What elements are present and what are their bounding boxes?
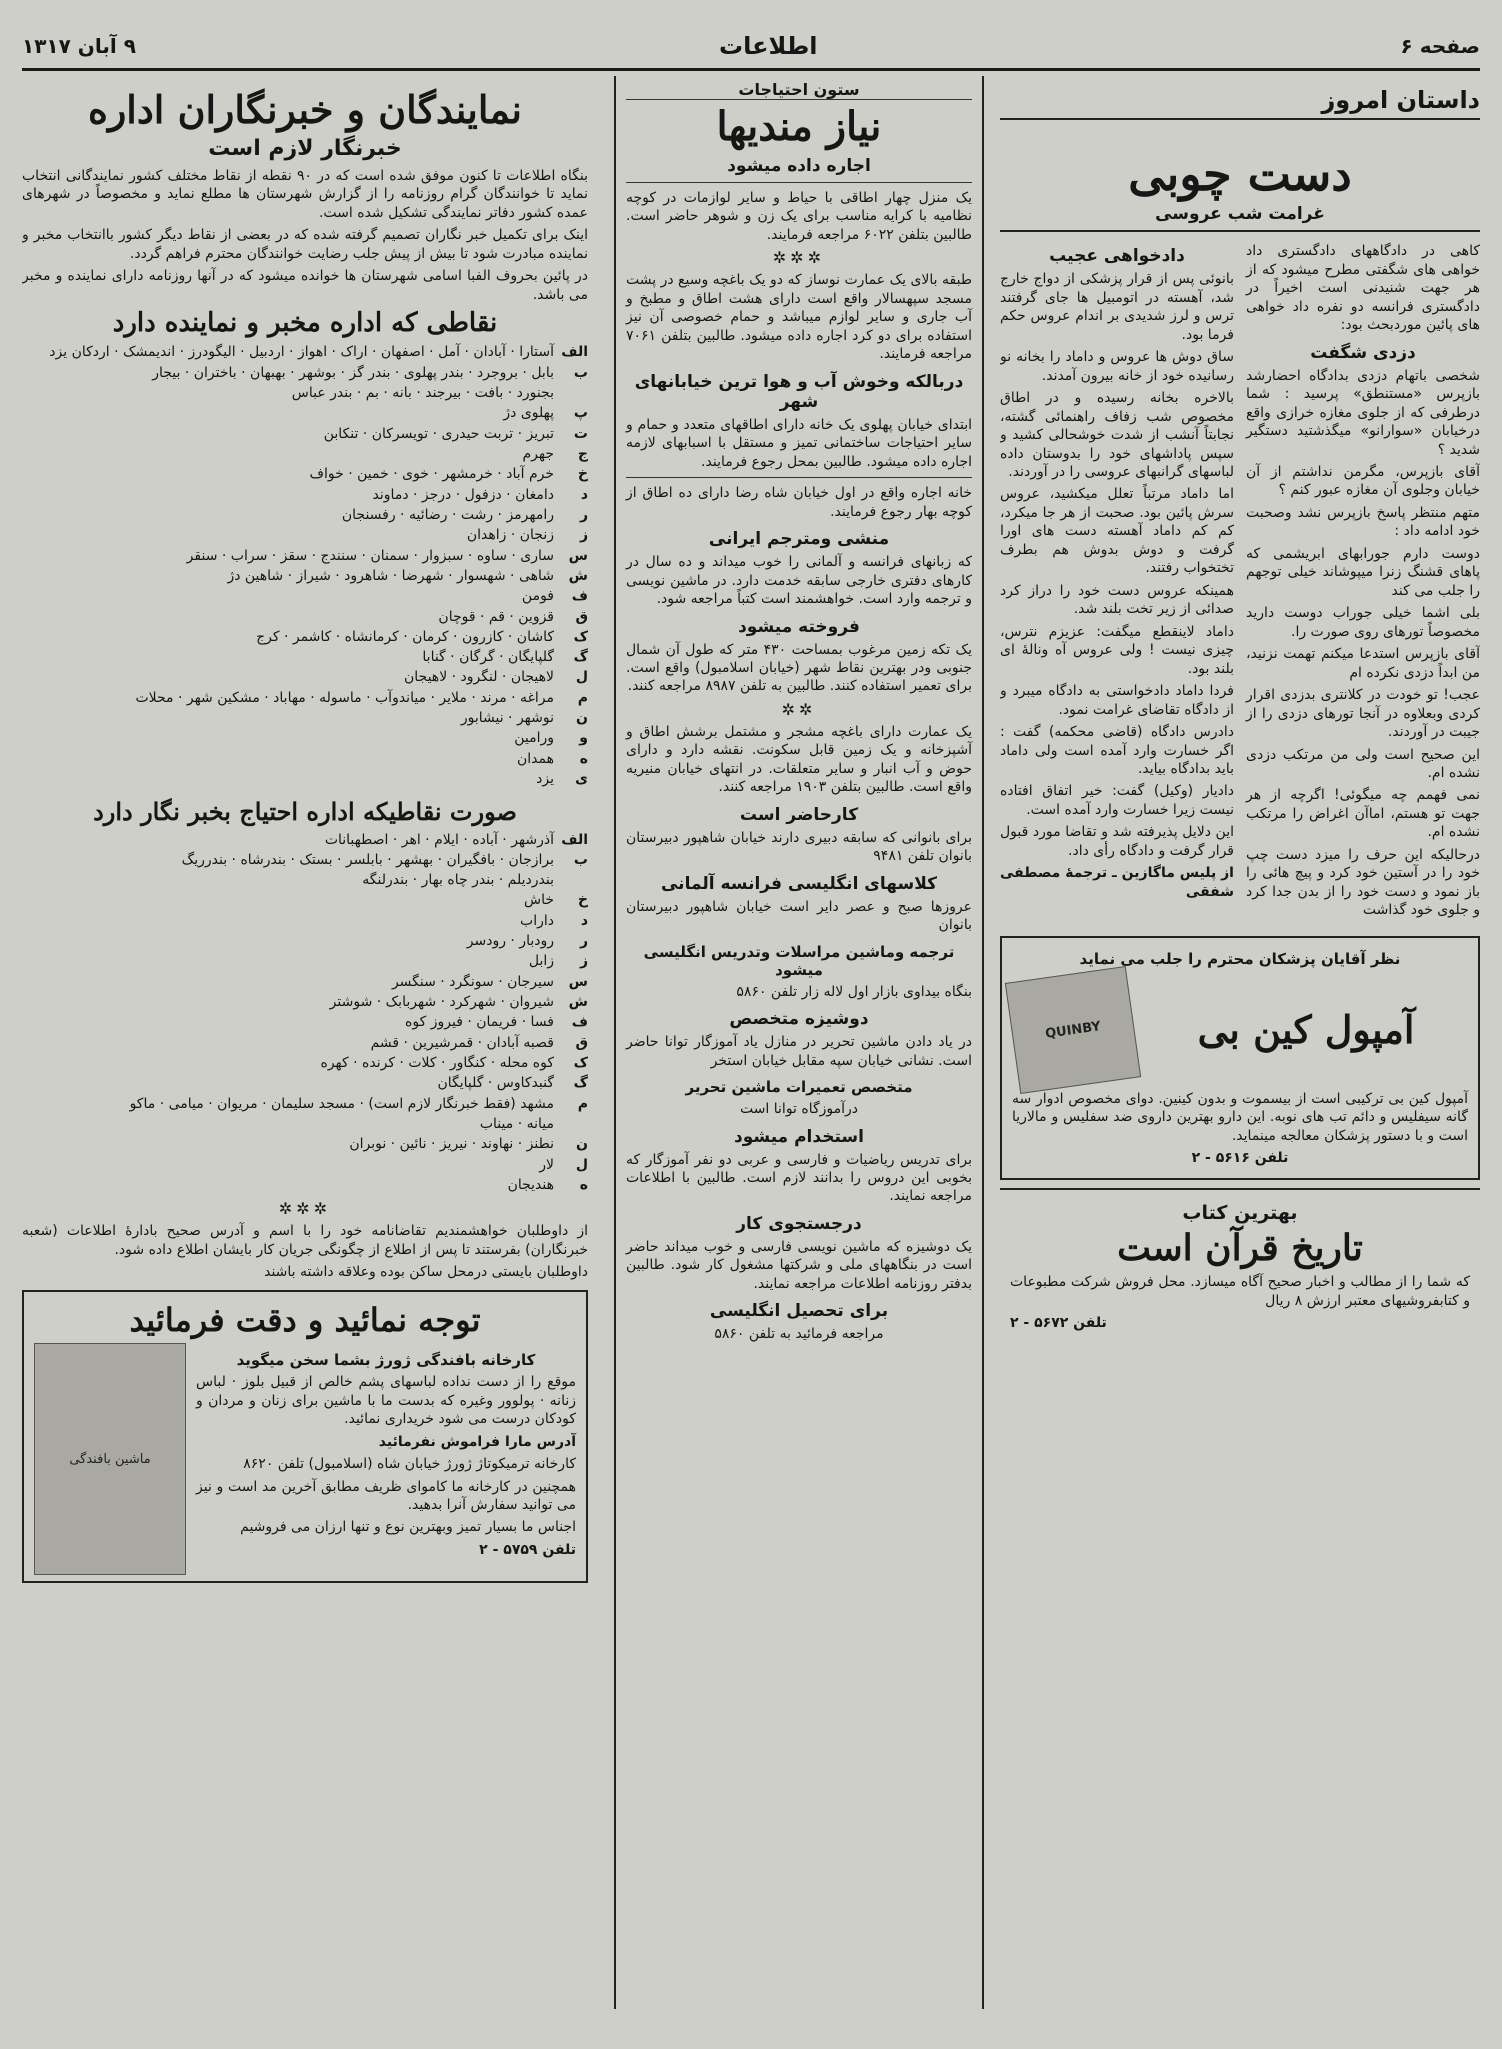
- city-list-row: [22, 628, 588, 647]
- city-names: لار: [539, 1156, 554, 1173]
- classified-ad: یک دوشیزه که ماشین نویسی فارسی و خوب میداند حاضر است در بنگاههای ملی و شرکتها مشغول کار شود. طالبین بدفتر روزنامه اطلاعات مراجعه نمایند.: [626, 1238, 972, 1292]
- classified-heading: برای تحصیل انگلیسی: [709, 1301, 889, 1322]
- letter-label: ر: [579, 506, 588, 523]
- letter-label: ز: [579, 527, 588, 544]
- separator-stars: ✲✲✲: [278, 1199, 332, 1219]
- letter-label: ک: [573, 1054, 588, 1071]
- city-list-row: [22, 425, 588, 444]
- city-list-row: [22, 486, 588, 505]
- city-list-row: [22, 831, 588, 850]
- city-names: هندیجان: [507, 1176, 554, 1193]
- city-names: بابل · بروجرد · بندر پهلوی · بندر گز · بوشهر · بهبهان · باختران · بیجار: [152, 364, 554, 381]
- story-paragraph: عجب! تو خودت در کلانتری بدزدی اقرار کردی وبعلاوه در آنجا تورهای دزدی را از جیبت در آوردند.: [1246, 687, 1480, 741]
- city-list-row: [22, 851, 588, 870]
- paper-name: اطلاعات: [718, 32, 818, 60]
- classified-heading: دوشیزه متخصص: [729, 1009, 869, 1030]
- ampoule-phone: تلفن ۵۶۱۶ - ۲: [1191, 1150, 1289, 1167]
- classified-heading: منشی ومترجم ایرانی: [708, 529, 890, 550]
- classified-ad: خانه اجاره واقع در اول خیابان شاه رضا دارای ده اطاق از کوچه بهار رجوع فرمایند.: [626, 485, 972, 520]
- story-paragraph: این دلایل پذیرفته شد و تقاضا مورد قبول قرار گرفت و دادگاه رأی داد.: [1000, 824, 1234, 859]
- rent-heading: اجاره داده میشود: [727, 156, 871, 176]
- classified-heading: کارحاضر است: [739, 804, 859, 825]
- city-list-row: [22, 364, 588, 383]
- letter-label: ز: [579, 953, 588, 970]
- city-list-row: [22, 445, 588, 464]
- city-list-row: [22, 912, 588, 931]
- city-list-row: [22, 689, 588, 708]
- letter-label: الف: [561, 344, 588, 361]
- letter-label: ش: [568, 567, 588, 584]
- city-names: لاهیجان · لنگرود · لاهیجان: [404, 669, 554, 686]
- intro-paragraph: اینک برای تکمیل خبر نگاران تصمیم گرفته شده که در بعضی از نقاط دیگر کشور باانتخاب مخبر و نماینده مبادرت شود تا بیش از پیش جلب رضایت خوانندگان محترم فراهم گردد.: [22, 227, 588, 262]
- city-list-row: [22, 608, 588, 627]
- city-names: فسا · فریمان · فیروز کوه: [405, 1014, 554, 1031]
- city-names: قصبه آبادان · قمرشیرین · قشم: [370, 1034, 554, 1051]
- city-list-row: [22, 729, 588, 748]
- knitting-ad-text: همچنین در کارخانه ما کاموای ظریف مطابق آخرین مد است و نیز می توانید سفارش آنرا بدهید.: [196, 1478, 576, 1513]
- ampoule-ad: [1000, 936, 1480, 1180]
- story-paragraph: آقای بازپرس، مگرمن نداشتم از آن خیابان وجلوی آن مغازه عبور کنم ؟: [1246, 463, 1480, 499]
- classified-ad: یک تکه زمین مرغوب بمساحت ۴۳۰ متر که طول آن شمال جنوبی ودر بهترین نقاط شهر (خیابان اسلامبول) واقع است. برای تعمیر استفاده کنند. طالبین به تلفن ۸۹۸۷ مراجعه کنند.: [626, 641, 972, 695]
- classified-ad: یک منزل چهار اطاقی با حیاط و سایر لوازمات در کوچه نظامیه با کرایه مناسب برای یک زن و شوهر حاضر است. طالبین بتلفن ۶۰۲۲ مراجعه فرمایند.: [626, 190, 972, 243]
- letter-label: ل: [575, 1156, 588, 1173]
- cities-needing-correspondents: [22, 831, 588, 1196]
- letter-label: ک: [573, 628, 588, 645]
- page-number: صفحه ۶: [1400, 34, 1480, 58]
- city-list-row: [22, 1054, 588, 1073]
- classified-heading: کلاسهای انگلیسی فرانسه آلمانی: [660, 873, 938, 894]
- city-names: فومن: [521, 588, 554, 605]
- knitting-ad-phone: تلفن ۵۷۵۹ - ۲: [479, 1541, 576, 1558]
- classified-ad: برای بانوانی که سابقه دبیری دارند خیابان شاهپور دبیرستان بانوان تلفن ۹۴۸۱: [626, 829, 972, 865]
- story-title: دست چوبی: [1128, 147, 1352, 201]
- story-paragraph: بانوئی پس از قرار پزشکی از دواج خارج شد، آهسته در اتومبیل ها جای گرفتند ترس و لرز شدیدی بر اندام عروس حکم فرما بود.: [1000, 271, 1234, 343]
- city-list-row: [22, 668, 588, 687]
- classified-ad: مراجعه فرمائید به تلفن ۵۸۶۰: [714, 1326, 884, 1343]
- letter-label: ه: [579, 750, 588, 767]
- letter-label: ق: [575, 608, 588, 625]
- letter-label: س: [568, 973, 588, 990]
- knitting-ad-text: موقع را از دست نداده لباسهای پشم خالص از قبیل بلوز · لباس زنانه · پولوور وغیره که بدست ما با ماشین برای زنان و مردان و کودکان درست می شود خریداری نمائید.: [196, 1374, 576, 1428]
- outro-paragraph: داوطلبان بایستی درمحل ساکن بوده وعلاقه داشته باشند: [264, 1264, 588, 1281]
- story-paragraph: دادرس دادگاه (قاضی محکمه) گفت : اگر خسارت وارد آمده است ولی داماد باید بدادگاه بیاید.: [1000, 724, 1234, 778]
- city-list-row: [22, 465, 588, 484]
- ampoule-title: آمپول کین بی: [1197, 1006, 1415, 1052]
- theft-heading: دزدی شگفت: [1310, 342, 1416, 363]
- city-names: قزوین · قم · قوچان: [438, 608, 554, 625]
- city-names: ورامین: [514, 730, 554, 747]
- classified-ad: درآموزگاه توانا است: [739, 1101, 859, 1118]
- letter-label: ن: [576, 710, 588, 727]
- city-names: دامغان · دزفول · درجز · دماوند: [372, 486, 554, 503]
- city-names: گلپایگان · گرگان · گنابا: [422, 649, 554, 666]
- story-paragraph: دوست دارم جورابهای ابریشمی که پاهای قشنگ زنرا میپوشاند خیلی توجهم را جلب می کند: [1246, 545, 1480, 599]
- classified-ad: طبقه بالای یک عمارت نوساز که دو یک باغچه وسیع در پشت مسجد سپهسالار واقع است دارای هشت اطاق و مطبخ و آب جاری و سایر لوازم میباشد و حمام خصوصی آن نیز استفاده برای دو کرد اجاره داده میشود. طالبین بتلفن ۷۰۶۱ مراجعه فرمایند.: [626, 272, 972, 363]
- letter-label: د: [580, 912, 588, 929]
- city-list-row: [22, 526, 588, 545]
- separator-stars: ✲✲✲: [772, 248, 826, 268]
- classifieds-title: نیاز مندیها: [716, 103, 882, 150]
- letter-label: ش: [568, 994, 588, 1011]
- story-sub-heading: دادخواهی عجیب: [1049, 246, 1185, 267]
- story-paragraph: بلی اشما خیلی جوراب دوست دارید مخصوصاً تورهای روی صورت را.: [1246, 605, 1480, 640]
- story-paragraph: کاهی در دادگاههای دادگستری داد خواهی های شگفتی مطرح میشود که از هر جهت شنیدنی است اخیراً در دادگستری فرانسه دو نفره داد خواهی های پائین موردبحث بود:: [1246, 243, 1480, 334]
- city-list-row: [22, 1135, 588, 1154]
- classified-ad: برای تدریس ریاضیات و فارسی و عربی دو نفر آموزگار که بخوبی این دروس را بدانند لازم است. طالبین با اطلاعات مراجعه نمایند.: [626, 1151, 972, 1205]
- city-names: پهلوی دژ: [503, 405, 554, 422]
- city-list-row: [22, 648, 588, 667]
- classifieds-column: [614, 76, 984, 2009]
- story-col-a: [1246, 238, 1480, 923]
- city-list-row: [22, 1074, 588, 1093]
- knitting-ad-sub: کارخانه بافندگی ژورژ بشما سخن میگوید: [236, 1351, 536, 1370]
- classified-ad: بنگاه بیداوی بازار اول لاله زار تلفن ۵۸۶۰: [736, 983, 972, 1000]
- book-phone: تلفن ۵۶۷۲ - ۲: [1010, 1315, 1107, 1332]
- city-names: زنجان · زاهدان: [466, 527, 554, 544]
- city-list-row: [22, 1034, 588, 1053]
- letter-label: م: [577, 1095, 588, 1112]
- city-list-row: [22, 1013, 588, 1032]
- cities-with-correspondents: [22, 343, 588, 789]
- city-names: جهرم: [522, 446, 554, 463]
- classified-heading: دربالکه وخوش آب و هوا ترین خیابانهای شهر: [634, 371, 964, 412]
- machine-caption: ماشین بافندگی: [69, 1451, 151, 1467]
- city-list-row: [22, 871, 588, 890]
- knitting-ad-text: آدرس مارا فراموش نفرمائید: [378, 1433, 576, 1450]
- city-names: شیروان · شهرکرد · شهربابک · شوشتر: [329, 994, 554, 1011]
- city-names: کوه محله · کنگاور · کلات · کرنده · کهره: [320, 1054, 554, 1071]
- list1-title: نقاطی که اداره مخبر و نماینده دارد: [112, 308, 498, 339]
- city-list-row: [22, 891, 588, 910]
- story-paragraph: بالاخره بخانه رسیده و در اطاق مخصوص شب زفاف راهنمائی گشته، نجابتاً آنشب از شدت خوشحالی کشید و سپس پاداشهای خود را بدوستان داده لباسهای گرانبهای عروسی را در آوردند.: [1000, 390, 1234, 480]
- city-names: بندردیلم · بندر چاه بهار · بندرلنگه: [362, 872, 554, 889]
- city-names: تبریز · تربت حیدری · تویسرکان · تنکابن: [323, 425, 554, 442]
- classified-ad: عروزها صبح و عصر دایر است خیابان شاهپور دبیرستان بانوان: [626, 898, 972, 934]
- classified-heading: ترجمه وماشین مراسلات وتدریس انگلیسی میشود: [643, 942, 955, 979]
- story-paragraph: شخصی باتهام دزدی بدادگاه احضارشد بازپرس «مستنطق» پرسید : شما درطرفی که از جلوی مغازه خرازی واقع درخیابان «سوارانو» میگذشتید دستگیر شدید ؟: [1246, 367, 1480, 458]
- story-paragraph: متهم منتظر پاسخ بازپرس نشد وصحبت خود ادامه داد :: [1246, 504, 1480, 540]
- city-names: رودبار · رودسر: [466, 933, 554, 950]
- letter-label: ه: [579, 1176, 588, 1193]
- city-list-row: [22, 343, 588, 362]
- letter-label: ف: [571, 1014, 588, 1031]
- list2-title: صورت نقاطیکه اداره احتیاج بخبر نگار دارد: [93, 797, 517, 827]
- story-paragraph: ساق دوش ها عروس و داماد را بخانه نو رسانیده خود از خانه بیرون آمدند.: [1000, 349, 1234, 384]
- story-paragraph: آقای بازپرس استدعا میکنم تهمت نزنید، من ابداً دزدی نکرده ام: [1246, 646, 1480, 681]
- city-names: میانه · میناب: [479, 1115, 554, 1132]
- city-list-row: [22, 750, 588, 769]
- book-head: بهترین کتاب: [1182, 1201, 1298, 1224]
- city-list-row: [22, 587, 588, 606]
- classified-ad: که زبانهای فرانسه و آلمانی را خوب میداند و ده سال در کارهای دفتری خارجی سابقه خدمت دارد. در ماشین نویسی و ترجمه وارد است. خواهشمند است کتباً مراجعه شود.: [626, 554, 972, 608]
- letter-label: گ: [573, 1075, 588, 1092]
- letter-label: ل: [575, 669, 588, 686]
- letter-label: ی: [575, 771, 588, 788]
- city-names: زابل: [528, 953, 554, 970]
- letter-label: ن: [576, 1136, 588, 1153]
- classified-heading: درجستجوی کار: [736, 1213, 862, 1234]
- book-text: که شما را از مطالب و اخبار صحیح آگاه میسازد. محل فروش شرکت مطبوعات و کتابفروشیهای معتبر ارزش ۸ ریال: [1010, 1274, 1470, 1309]
- ampoule-box-label: QUINBY: [1044, 1018, 1102, 1042]
- city-list-row: [22, 404, 588, 423]
- story-column: [1000, 76, 1480, 2009]
- letter-label: پ: [573, 405, 588, 422]
- city-names: همدان: [517, 750, 554, 767]
- city-names: آستارا · آبادان · آمل · اصفهان · اراک · اهواز · اردبیل · الیگودرز · اندیمشک · اردکان یزد: [49, 344, 554, 361]
- city-names: خاش: [523, 892, 554, 909]
- book-title: تاریخ قرآن است: [1117, 1226, 1363, 1269]
- masthead: [22, 24, 1480, 71]
- city-names: کاشان · کازرون · کرمان · کرمانشاه · کاشمر · کرج: [256, 628, 554, 645]
- letter-label: خ: [577, 892, 588, 909]
- knitting-ad-text: اجناس ما بسیار تمیز وبهترین نوع و تنها ارزان می فروشیم: [240, 1519, 576, 1536]
- city-list-row: [22, 384, 588, 403]
- correspondents-column: [22, 76, 588, 2009]
- letter-label: س: [568, 547, 588, 564]
- letter-label: گ: [573, 649, 588, 666]
- separator-stars: ✲✲: [781, 699, 817, 719]
- city-names: داراب: [520, 912, 554, 929]
- ampoule-box-image: [1005, 966, 1141, 1094]
- letter-label: ب: [573, 851, 588, 868]
- classified-ad: در یاد دادن ماشین تحریر در منازل یاد آموزگار توانا حاضر است. نشانی خیابان سپه مقابل خیابان استخر: [626, 1034, 972, 1069]
- story-paragraph: این صحیح است ولی من مرتکب دزدی نشده ام.: [1246, 746, 1480, 782]
- intro-paragraph: بنگاه اطلاعات تا کنون موفق شده است که در ۹۰ نقطه از نقاط مختلف کشور نمایندگانی انتخاب نماید تا خوانندگان گرام روزنامه را از گزارش شهرستان ها مطلع نماید و مخصوصاً در شهرهای عمده کشور دفاتر نمایندگی تشکیل شده است.: [22, 167, 588, 221]
- city-list-row: [22, 932, 588, 951]
- knitting-machine-image: [34, 1343, 186, 1575]
- city-names: نطنز · نهاوند · نیریز · نائین · نوبران: [349, 1136, 554, 1153]
- city-names: مشهد (فقط خبرنگار لازم است) · مسجد سلیمان · مریوان · میامی · ماکو: [129, 1095, 554, 1112]
- city-list-row: [22, 1115, 588, 1134]
- city-names: مراغه · مرند · ملایر · میاندوآب · ماسوله · مهاباد · مشکین شهر · محلات: [135, 689, 554, 706]
- story-paragraph: دادیار (وکیل) گفت: خیر اتفاق افتاده نیست زیرا خسارت وارد آمده است.: [1000, 783, 1234, 818]
- city-list-row: [22, 1095, 588, 1114]
- classifieds-head: ستون احتیاجات: [626, 80, 972, 100]
- letter-label: الف: [561, 831, 588, 848]
- city-names: رامهرمز · رشت · رضائیه · رفسنجان: [341, 506, 554, 523]
- book-ad: [1000, 1188, 1480, 1343]
- story-paragraph: همینکه عروس دست خود را دراز کرد صدائی از زیر تخت بلند شد.: [1000, 582, 1234, 618]
- city-names: شاهی · شهسوار · شهرضا · شاهرود · شیراز · شاهین دژ: [227, 567, 554, 584]
- issue-date: ۹ آبان ۱۳۱۷: [22, 34, 136, 58]
- city-names: آذرشهر · آباده · ایلام · اهر · اصطهبانات: [324, 831, 554, 848]
- knitting-ad-title: توجه نمائید و دقت فرمائید: [129, 1300, 481, 1339]
- letter-label: ر: [579, 933, 588, 950]
- city-names: سیرجان · سونگرد · سنگسر: [391, 973, 554, 990]
- city-list-row: [22, 993, 588, 1012]
- city-list-row: [22, 547, 588, 566]
- ampoule-text: آمپول کین بی ترکیبی است از بیسموت و بدون کینین. دوای مخصوص ادوار سه گانه سیفلیس و دائم تب های نوبه. این دارو بهترین داروی ضد سفلیس و مالاریا است و با دستور پزشکان معالجه مینماید.: [1012, 1090, 1468, 1144]
- letter-label: ق: [575, 1034, 588, 1051]
- story-paragraph: فردا داماد دادخواستی به دادگاه میبرد و از دادگاه تقاضای غرامت نمود.: [1000, 683, 1234, 718]
- outro-paragraph: از داوطلبان خواهشمندیم تقاضانامه خود را با اسم و آدرس صحیح بادارهٔ اطلاعات (شعبه خبرنگاران) بفرستند تا پس از اطلاع از چگونگی جریان کار بایشان اطلاع داده شود.: [22, 1223, 588, 1258]
- story-subtitle: غرامت شب عروسی: [1155, 204, 1325, 225]
- city-list-row: [22, 709, 588, 728]
- story-paragraph: نمی فهمم چه میگوئی! اگرچه از هر جهت تو هستم، اماآن اغراض را مرتکب نشده ام.: [1246, 787, 1480, 841]
- city-names: نوشهر · نیشابور: [460, 710, 554, 727]
- knitting-ad-text: کارخانه ترمیکوتاژ ژورژ خیابان شاه (اسلامبول) تلفن ۸۶۲۰: [243, 1456, 576, 1473]
- city-list-row: [22, 1156, 588, 1175]
- classified-ad: ابتدای خیابان پهلوی یک خانه دارای اطاقهای متعدد و حمام و سایر احتیاجات ساختمانی تمیز و مستقل با اسبابهای لازمه اجاره داده میشود. طالبین بمحل رجوع فرمایند.: [626, 416, 972, 470]
- story-byline: از پلیس ماگازین ـ ترجمهٔ مصطفی شفقی: [1000, 865, 1234, 900]
- city-names: ساری · ساوه · سبزوار · سمنان · سنندج · سقز · سراب · سنقر: [186, 547, 554, 564]
- city-list-row: [22, 567, 588, 586]
- letter-label: ب: [573, 364, 588, 381]
- ampoule-top: نظر آقایان پزشکان محترم را جلب می نماید: [1079, 949, 1401, 968]
- correspondents-title: نمایندگان و خبرنگاران اداره: [88, 87, 522, 132]
- story-paragraph: اما داماد مرتباً تعلل میکشید، عروس سرش پائین بود. صحبت از هر جا میکرد، کم کم داماد آهسته دست های اورا گرفت و دوش بدوش هم بطرف تختخواب رفتند.: [1000, 486, 1234, 577]
- city-names: برازجان · بافگیران · بهشهر · بابلسر · بستک · بندرشاه · بندرریگ: [181, 851, 554, 868]
- city-list-row: [22, 506, 588, 525]
- city-names: گنبدکاوس · گلپایگان: [437, 1075, 554, 1092]
- letter-label: ت: [573, 425, 588, 442]
- letter-label: ج: [577, 446, 588, 463]
- classified-heading: فروخته میشود: [738, 616, 860, 637]
- letter-label: د: [580, 486, 588, 503]
- city-names: بجنورد · بافت · بیرجند · بانه · بم · بندر عباس: [291, 385, 554, 402]
- city-list-row: [22, 1176, 588, 1195]
- letter-label: و: [579, 730, 588, 747]
- story-paragraph: درحالیکه این حرف را میزد دست چپ خود را در آستین خود کرد و پیچ هائی را باز نمود و دست خود را از بدن جدا کرد و جلوی خود گذاشت: [1246, 846, 1480, 919]
- classified-ad: یک عمارت دارای باغچه مشجر و مشتمل برشش اطاق و آشپزخانه و یک زمین قابل سکونت. نقشه دارد و دارای حوض و آب انبار و سایر متعلقات. در انتهای خیابان منیریه واقع است. طالبین بتلفن ۱۹۰۳ مراجعه کنند.: [626, 723, 972, 796]
- city-list-row: [22, 770, 588, 789]
- city-list-row: [22, 952, 588, 971]
- city-names: خرم آباد · خرمشهر · خوی · خمین · خواف: [309, 466, 554, 483]
- letter-label: خ: [577, 466, 588, 483]
- letter-label: ف: [571, 588, 588, 605]
- city-names: یزد: [536, 771, 554, 788]
- classified-heading: استخدام میشود: [734, 1126, 864, 1147]
- city-list-row: [22, 973, 588, 992]
- section-label: داستان امروز: [1000, 86, 1480, 120]
- story-paragraph: داماد لاینقطع میگفت: عزیزم نترس، چیزی نیست ! ولی عروس آه ونالهٔ ای بلند بود.: [1000, 623, 1234, 677]
- story-col-b: [1000, 238, 1234, 923]
- knitting-ad: [22, 1290, 588, 1584]
- classified-heading: متخصص تعمیرات ماشین تحریر: [685, 1078, 913, 1097]
- intro-paragraph: در پائین بحروف الفبا اسامی شهرستان ها خوانده میشود که در آنها روزنامه دارای نماینده و مخبر می باشد.: [22, 268, 588, 303]
- letter-label: م: [577, 689, 588, 706]
- correspondents-sub: خبرنگار لازم است: [208, 135, 402, 161]
